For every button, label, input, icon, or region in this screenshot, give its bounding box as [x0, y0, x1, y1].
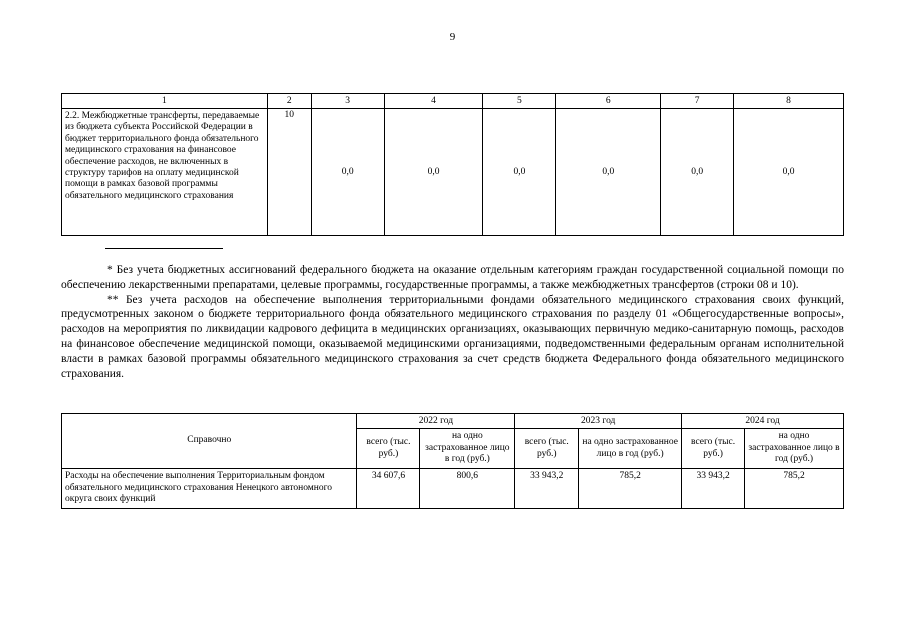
year-header-2023: 2023 год — [515, 414, 682, 429]
value-cell: 0,0 — [311, 109, 384, 236]
column-number-8: 8 — [734, 94, 844, 109]
value-cell: 33 943,2 — [682, 469, 745, 509]
value-cell: 0,0 — [556, 109, 661, 236]
footnotes — [61, 263, 844, 381]
column-number-7: 7 — [661, 94, 734, 109]
year-header-2024: 2024 год — [682, 414, 844, 429]
table-row — [62, 109, 844, 236]
column-number-5: 5 — [483, 94, 556, 109]
value-cell: 0,0 — [734, 109, 844, 236]
value-cell: 34 607,6 — [357, 469, 420, 509]
subheader-per-person: на одно застрахованное лицо в год (руб.) — [420, 429, 515, 469]
value-cell: 785,2 — [579, 469, 682, 509]
value-cell: 0,0 — [661, 109, 734, 236]
footnote-divider — [105, 248, 223, 249]
subheader-per-person: на одно застрахованное лицо в год (руб.) — [579, 429, 682, 469]
column-number-2: 2 — [267, 94, 311, 109]
year-header-2022: 2022 год — [357, 414, 515, 429]
value-cell: 33 943,2 — [515, 469, 579, 509]
reference-table — [61, 413, 844, 509]
subheader-total: всего (тыс. руб.) — [357, 429, 420, 469]
value-cell: 800,6 — [420, 469, 515, 509]
footnote-2: ** Без учета расходов на обеспечение выполнения территориальными фондами обязательного медицинского страхования своих функций, предусмотренных законом о бюджете территориального фонда обязательного медицинского страхования по разделу 01 «Общегосударственные вопросы», расходов на мероприятия по ликвидации кадрового дефицита в медицинских организациях, оказывающих первичную медико-санитарную помощь, расходов на финансовое обеспечение медицинской помощи, оказываемой медицинскими организациями, подведомственными федеральным органам исполнительной власти в рамках базовой программы обязательного медицинского страхования за счет средств бюджета Федерального фонда обязательного медицинского страхования. — [61, 293, 844, 380]
subheader-total: всего (тыс. руб.) — [682, 429, 745, 469]
row-number: 10 — [267, 109, 311, 236]
row-label: 2.2. Межбюджетные трансферты, передаваемые из бюджета субъекта Российской Федерации в бюджет территориального фонда обязательного медицинского страхования на финансовое обеспечение расходов, не включенных в структуру тарифов на оплату медицинской помощи в рамках базовой программы обязательного медицинского страхования — [62, 109, 268, 236]
value-cell: 0,0 — [483, 109, 556, 236]
appropriations-table — [61, 93, 844, 236]
subheader-per-person: на одно застрахованное лицо в год (руб.) — [745, 429, 844, 469]
column-number-3: 3 — [311, 94, 384, 109]
subheader-total: всего (тыс. руб.) — [515, 429, 579, 469]
column-number-6: 6 — [556, 94, 661, 109]
reference-header-label: Справочно — [62, 414, 357, 469]
value-cell: 785,2 — [745, 469, 844, 509]
row-label: Расходы на обеспечение выполнения Территориальным фондом обязательного медицинского страхования Ненецкого автономного округа своих функций — [62, 469, 357, 509]
footnote-1: * Без учета бюджетных ассигнований федерального бюджета на оказание отдельным категориям граждан государственной социальной помощи по обеспечению лекарственными препаратами, целевые программы, государственные программы, а также межбюджетных трансфертов (строки 08 и 10). — [61, 264, 844, 291]
page-number: 9 — [449, 31, 456, 43]
table-row — [62, 469, 844, 509]
value-cell: 0,0 — [384, 109, 483, 236]
column-number-4: 4 — [384, 94, 483, 109]
table-header-row — [62, 94, 844, 109]
table-header-row — [62, 414, 844, 429]
column-number-1: 1 — [62, 94, 268, 109]
